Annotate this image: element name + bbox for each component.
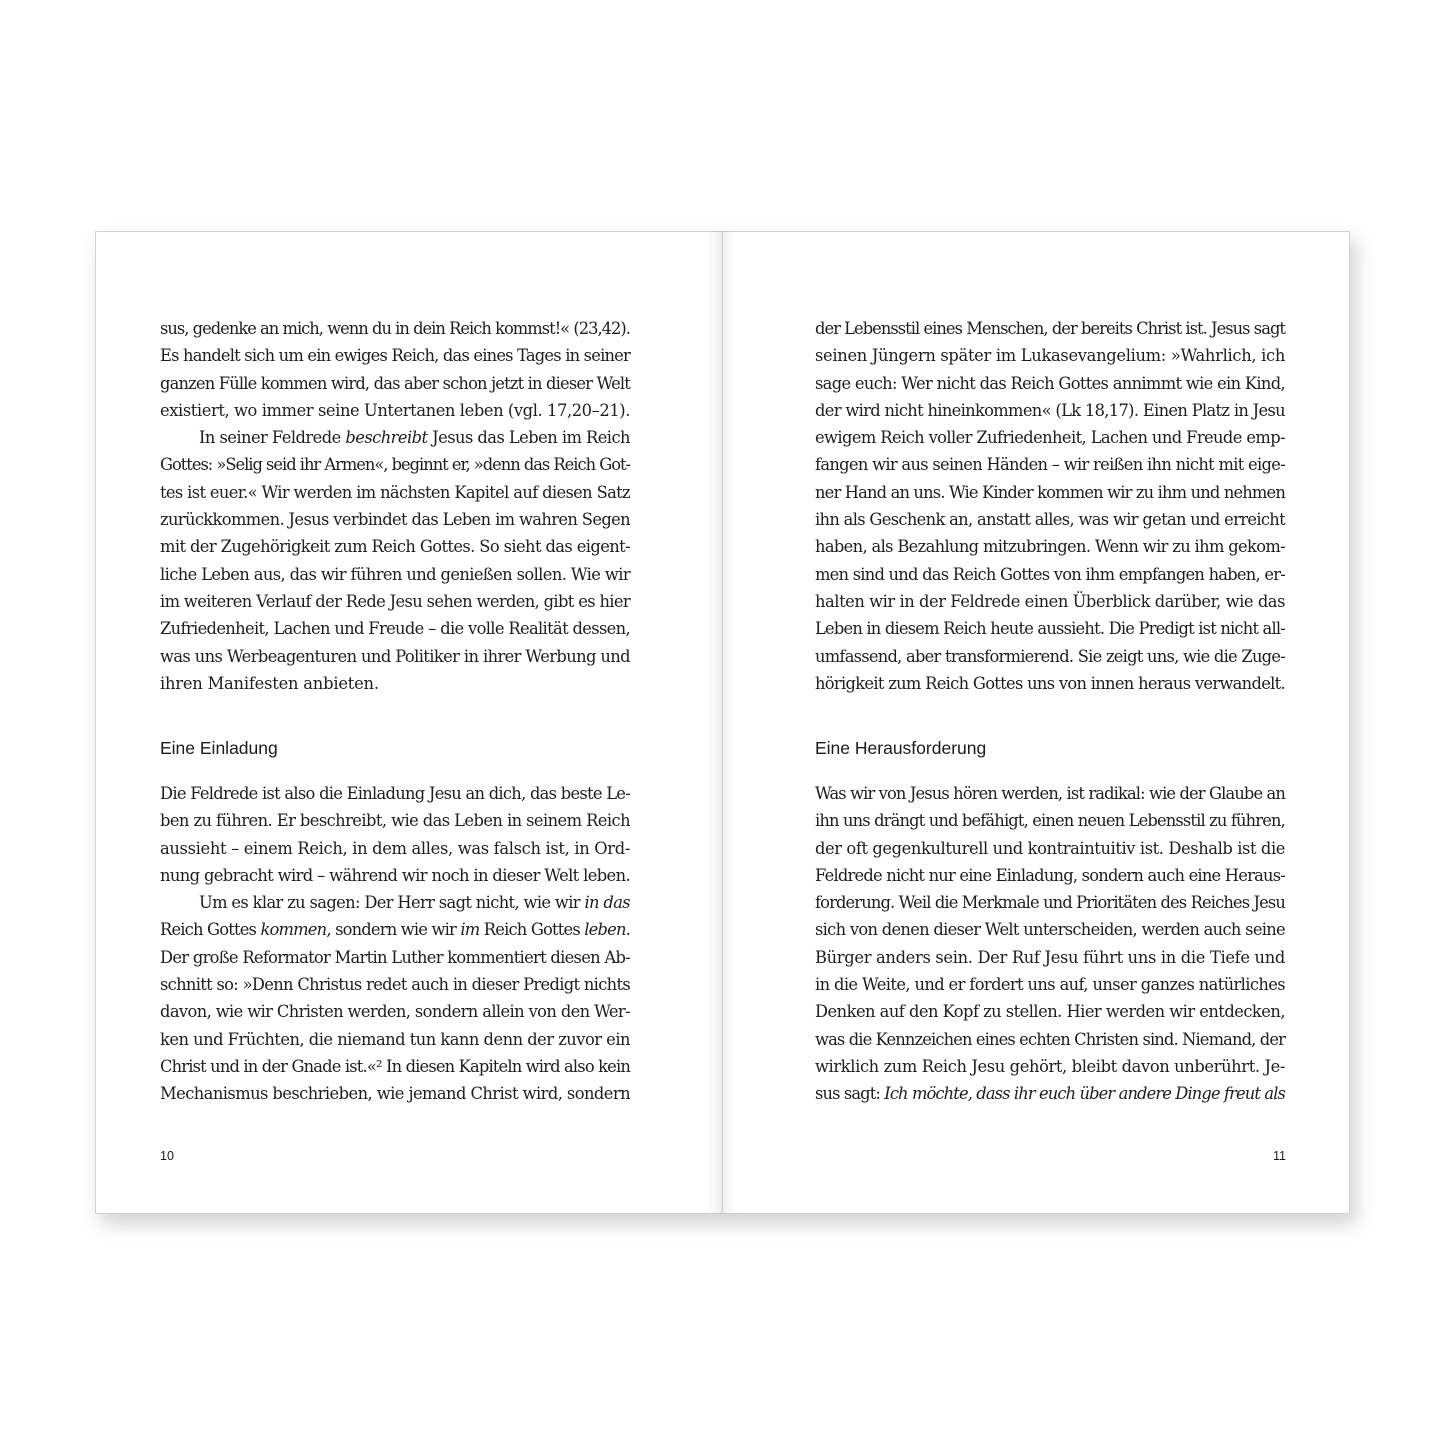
text-line: Bürger anders sein. Der Ruf Jesu führt uns in die Tiefe und	[815, 947, 1285, 967]
text-line: liche Leben aus, das wir führen und genießen sollen. Wie wir	[160, 564, 630, 584]
right-bottom-paragraphs	[815, 780, 1285, 1108]
text-line: Feldrede nicht nur eine Einladung, sondern auch eine Heraus-	[815, 865, 1285, 885]
text-line: der oft gegenkulturell und kontraintuitiv ist. Deshalb ist die	[815, 838, 1285, 858]
text-line: sich von denen dieser Welt unterscheiden, werden auch seine	[815, 920, 1285, 940]
text-line: In seiner Feldrede beschreibt Jesus das Leben im Reich	[199, 428, 630, 448]
text-line: fangen wir aus seinen Händen – wir reißen ihn nicht mit eige-	[815, 455, 1285, 475]
text-line: Zufriedenheit, Lachen und Freude – die volle Realität dessen,	[160, 619, 630, 639]
text-line: davon, wie wir Christen werden, sondern allein von den Wer-	[160, 1002, 630, 1022]
text-line: ben zu führen. Er beschreibt, wie das Leben in seinem Reich	[160, 811, 630, 831]
text-line: tes ist euer.« Wir werden im nächsten Kapitel auf diesen Satz	[160, 482, 630, 502]
text-line: Leben in diesem Reich heute aussieht. Die Predigt ist nicht all-	[815, 619, 1285, 639]
section-heading-right: Eine Herausforderung	[815, 738, 987, 758]
text-line: ken und Früchten, die niemand tun kann denn der zuvor ein	[160, 1029, 630, 1049]
text-line: schnitt so: »Denn Christus redet auch in dieser Predigt nichts	[160, 975, 630, 995]
text-line: Was wir von Jesus hören werden, ist radikal: wie der Glaube an	[815, 784, 1285, 803]
text-line: Christ und in der Gnade ist.«² In diesen Kapiteln wird also kein	[160, 1056, 630, 1076]
text-line: halten wir in der Feldrede einen Überblick darüber, wie das	[815, 591, 1285, 611]
text-line: sage euch: Wer nicht das Reich Gottes annimmt wie ein Kind,	[815, 373, 1285, 393]
page-fold	[722, 231, 723, 1214]
text-line: men sind und das Reich Gottes von ihm empfangen haben, er-	[815, 564, 1285, 584]
text-line: in die Weite, und er fordert uns auf, unser ganzes natürliches	[815, 975, 1285, 995]
text-line: seinen Jüngern später im Lukasevangelium: »Wahrlich, ich	[815, 346, 1285, 366]
right-top-paragraphs	[815, 315, 1285, 697]
page-number-left: 10	[160, 1149, 174, 1163]
text-line: Der große Reformator Martin Luther kommentiert diesen Ab-	[160, 947, 630, 967]
text-line: Gottes: »Selig seid ihr Armen«, beginnt er, »denn das Reich Got-	[160, 455, 630, 475]
text-line: der Lebensstil eines Menschen, der bereits Christ ist. Jesus sagt	[815, 319, 1285, 338]
text-line: hörigkeit zum Reich Gottes uns von innen heraus verwandelt.	[815, 673, 1285, 693]
text-line: ganzen Fülle kommen wird, das aber schon jetzt in dieser Welt	[160, 373, 630, 393]
text-line: Es handelt sich um ein ewiges Reich, das eines Tages in seiner	[160, 346, 630, 366]
text-line: ewigem Reich voller Zufriedenheit, Lachen und Freude emp-	[815, 428, 1285, 448]
section-heading-left: Eine Einladung	[160, 738, 278, 758]
text-line: aussieht – einem Reich, in dem alles, was falsch ist, in Ord-	[160, 838, 630, 858]
text-line: mit der Zugehörigkeit zum Reich Gottes. So sieht das eigent-	[160, 537, 630, 557]
text-line: nung gebracht wird – während wir noch in dieser Welt leben.	[160, 865, 630, 885]
text-line: ihn als Geschenk an, anstatt alles, was wir getan und erreicht	[815, 510, 1285, 530]
text-line: Reich Gottes kommen, sondern wie wir im Reich Gottes leben.	[160, 920, 631, 940]
left-top-paragraphs	[160, 315, 630, 697]
text-line: sus, gedenke an mich, wenn du in dein Reich kommst!« (23,42).	[160, 319, 630, 338]
text-line: was uns Werbeagenturen und Politiker in ihrer Werbung und	[160, 646, 630, 666]
text-line: was die Kennzeichen eines echten Christen sind. Niemand, der	[815, 1029, 1285, 1049]
text-line: zurückkommen. Jesus verbindet das Leben im wahren Segen	[160, 510, 630, 530]
left-bottom-paragraphs	[160, 780, 630, 1108]
text-line: im weiteren Verlauf der Rede Jesu sehen werden, gibt es hier	[160, 591, 630, 611]
text-line: Mechanismus beschrieben, wie jemand Christ wird, sondern	[160, 1084, 630, 1104]
text-line: Denken auf den Kopf zu stellen. Hier werden wir entdecken,	[815, 1002, 1285, 1022]
text-line: umfassend, aber transformierend. Sie zeigt uns, wie die Zuge-	[815, 646, 1285, 666]
text-line: wirklich zum Reich Jesu gehört, bleibt davon unberührt. Je-	[815, 1056, 1285, 1076]
text-line: forderung. Weil die Merkmale und Prioritäten des Reiches Jesu	[815, 893, 1285, 913]
text-line: der wird nicht hineinkommen« (Lk 18,17). Einen Platz in Jesu	[815, 400, 1285, 420]
text-line: haben, als Bezahlung mitzubringen. Wenn wir zu ihm gekom-	[815, 537, 1285, 557]
text-line: ihren Manifesten anbieten.	[160, 673, 379, 693]
book-spread	[95, 231, 1350, 1214]
text-line: ihn uns drängt und befähigt, einen neuen Lebensstil zu führen,	[815, 811, 1285, 831]
text-line: Um es klar zu sagen: Der Herr sagt nicht, wie wir in das	[199, 893, 631, 913]
text-line: ner Hand an uns. Wie Kinder kommen wir zu ihm und nehmen	[815, 482, 1285, 502]
text-line: existiert, wo immer seine Untertanen leben (vgl. 17,20–21).	[160, 400, 630, 420]
page-number-right: 11	[1273, 1149, 1286, 1163]
text-line: Die Feldrede ist also die Einladung Jesu an dich, das beste Le-	[160, 784, 630, 803]
text-line: sus sagt: Ich möchte, dass ihr euch über andere Dinge freut als	[815, 1084, 1286, 1104]
